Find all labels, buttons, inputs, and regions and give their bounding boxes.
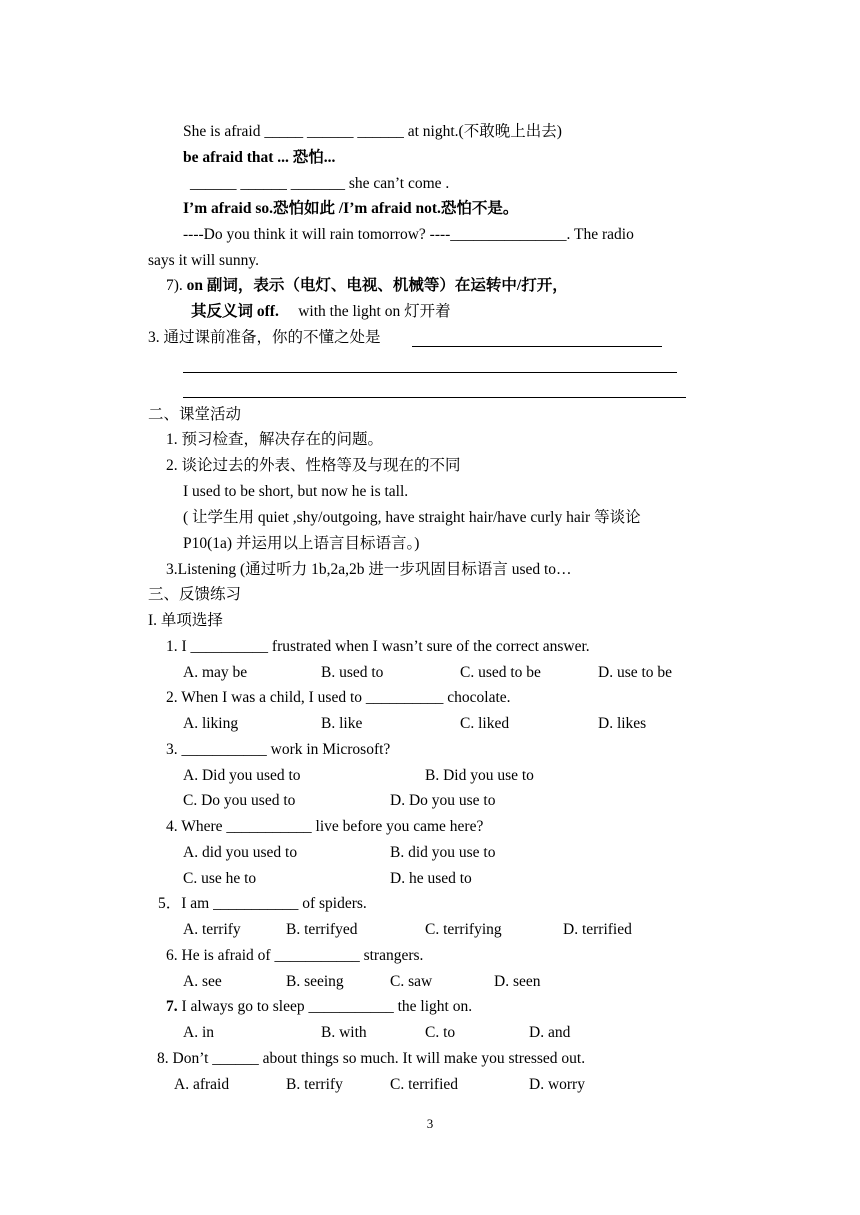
answer-underline <box>183 372 677 373</box>
item-number: 7). <box>166 277 187 294</box>
option: B. terrifyed <box>286 921 358 938</box>
option: D. terrified <box>563 921 632 938</box>
option: C. used to be <box>460 664 541 681</box>
option: A. see <box>183 973 222 990</box>
text-line: says it will sunny. <box>148 252 259 269</box>
question-text: ___________ work in Microsoft? <box>181 741 391 758</box>
text-line: 3.Listening (通过听力 1b,2a,2b 进一步巩固目标语言 used to… <box>166 561 572 578</box>
option: B. seeing <box>286 973 344 990</box>
text-line: be afraid that ... 恐怕... <box>183 149 336 166</box>
option: B. like <box>321 715 363 732</box>
option: C. terrifying <box>425 921 502 938</box>
question-number: 5． <box>158 895 182 912</box>
option: B. terrify <box>286 1076 343 1093</box>
text-line: I’m afraid so.恐怕如此 /I’m afraid not.恐怕不是。 <box>183 200 519 217</box>
question-text: I always go to sleep ___________ the light on. <box>177 998 473 1015</box>
question-number: 1. <box>166 638 182 655</box>
text-line <box>191 302 451 322</box>
question-number: 8. <box>157 1050 173 1067</box>
question-stem <box>166 946 423 966</box>
option: B. used to <box>321 664 384 681</box>
answer-underline <box>183 397 686 398</box>
section-heading: 三、反馈练习 <box>148 586 242 603</box>
option: A. Did you used to <box>183 767 301 784</box>
question-text: Don’t ______ about things so much. It will make you stressed out. <box>172 1050 586 1067</box>
option: A. may be <box>183 664 248 681</box>
option: D. and <box>529 1024 571 1041</box>
bold-text: 其反义词 off. <box>191 303 279 320</box>
option: C. use he to <box>183 870 257 887</box>
question-stem <box>166 637 590 657</box>
text-line: I used to be short, but now he is tall. <box>183 483 409 500</box>
option: B. with <box>321 1024 367 1041</box>
question-stem <box>157 1049 585 1069</box>
question-text: When I was a child, I used to __________ chocolate. <box>181 689 511 706</box>
option: D. he used to <box>390 870 472 887</box>
option: C. saw <box>390 973 433 990</box>
plain-text: with the light on 灯开着 <box>298 303 451 320</box>
text-line: 3. 通过课前准备，你的不懂之处是 <box>148 329 381 346</box>
question-text: He is afraid of ___________ strangers. <box>181 947 424 964</box>
question-stem <box>166 688 511 708</box>
question-stem <box>166 817 483 837</box>
text-line: ( 让学生用 quiet ,shy/outgoing, have straight hair/have curly hair 等谈论 <box>183 509 641 526</box>
subsection-heading: I. 单项选择 <box>148 612 223 629</box>
option: D. use to be <box>598 664 673 681</box>
option: C. Do you used to <box>183 792 296 809</box>
question-text: I am ___________ of spiders. <box>181 895 367 912</box>
text-line: She is afraid _____ ______ ______ at night.(不敢晚上出去) <box>183 123 562 140</box>
option: A. liking <box>183 715 239 732</box>
question-text: I __________ frustrated when I wasn’t sure of the correct answer. <box>181 638 590 655</box>
option: A. in <box>183 1024 214 1041</box>
question-stem <box>166 740 390 760</box>
text-line: ______ ______ _______ she can’t come . <box>190 175 450 192</box>
question-text: Where ___________ live before you came here? <box>181 818 484 835</box>
section-heading: 二、课堂活动 <box>148 406 242 423</box>
option: C. to <box>425 1024 456 1041</box>
text-line: 1. 预习检查，解决存在的问题。 <box>166 431 384 448</box>
question-number: 2. <box>166 689 182 706</box>
question-number: 7. <box>166 998 178 1015</box>
option: A. afraid <box>174 1076 230 1093</box>
option: B. did you use to <box>390 844 496 861</box>
question-number: 3. <box>166 741 182 758</box>
question-number: 6. <box>166 947 182 964</box>
text-line <box>166 276 568 296</box>
option: A. terrify <box>183 921 241 938</box>
answer-underline <box>412 346 662 347</box>
option: A. did you used to <box>183 844 298 861</box>
option: D. likes <box>598 715 647 732</box>
bold-text: on 副词，表示（电灯、电视、机械等）在运转中/打开， <box>186 277 568 294</box>
option: D. seen <box>494 973 541 990</box>
question-stem <box>158 894 367 914</box>
option: D. worry <box>529 1076 585 1093</box>
option: D. Do you use to <box>390 792 496 809</box>
text-line: P10(1a) 并运用以上语言目标语言。) <box>183 535 420 552</box>
option: C. liked <box>460 715 510 732</box>
question-number: 4. <box>166 818 182 835</box>
option: B. Did you use to <box>425 767 534 784</box>
page-number: 3 <box>426 1116 434 1131</box>
text-line: 2. 谈论过去的外表、性格等及与现在的不同 <box>166 457 461 474</box>
text-line: ----Do you think it will rain tomorrow? ----_______________. The radio <box>183 226 634 243</box>
option: C. terrified <box>390 1076 459 1093</box>
question-stem <box>166 997 472 1017</box>
